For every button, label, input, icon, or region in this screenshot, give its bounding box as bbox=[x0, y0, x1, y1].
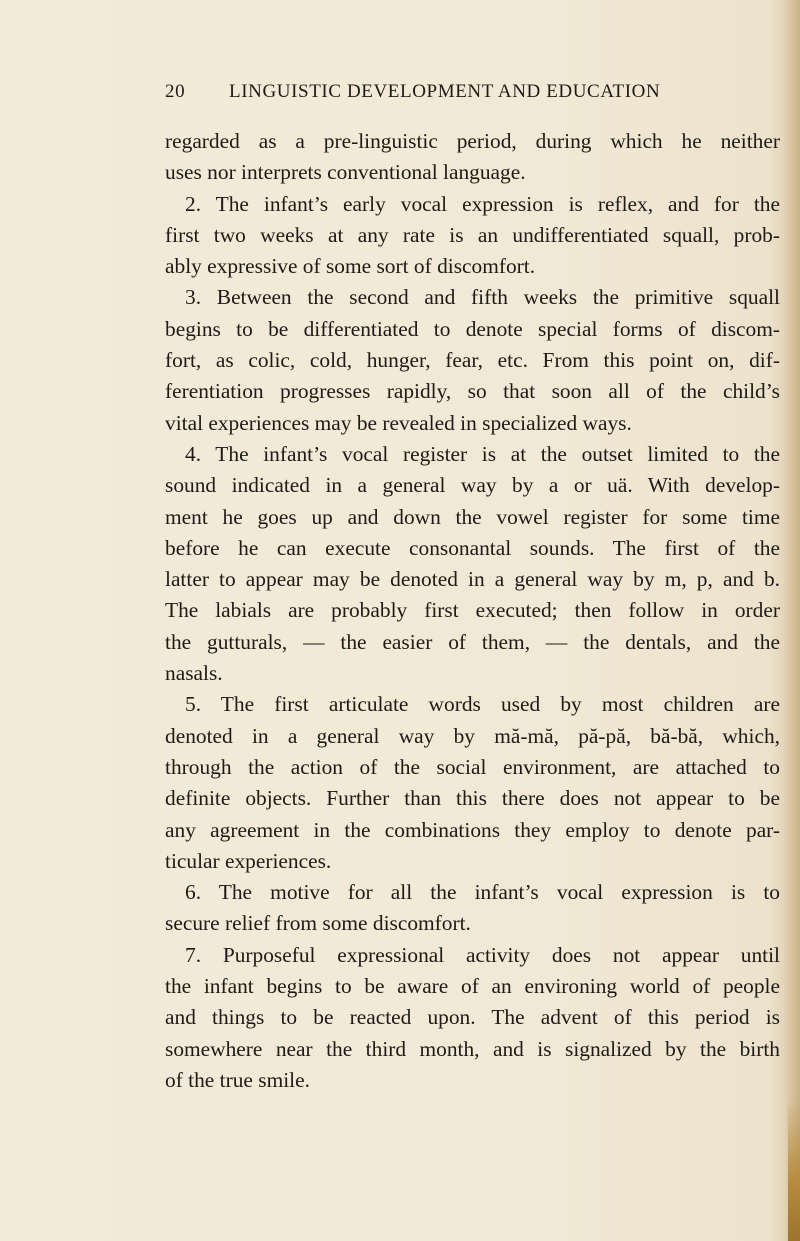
text-line: ticular experiences. bbox=[165, 848, 332, 873]
text-line: 5. The first articulate words used by most children are bbox=[185, 692, 780, 717]
page-edge-stain bbox=[788, 1100, 800, 1241]
page-number: 20 bbox=[165, 81, 186, 102]
text-line: nasals. bbox=[165, 661, 223, 686]
text-line: sound indicated in a general way by a or uä. With develop- bbox=[165, 473, 780, 498]
text-line: The labials are probably first executed; then follow in order bbox=[165, 598, 780, 623]
text-line: 3. Between the second and fifth weeks the primitive squall bbox=[185, 285, 780, 310]
text-line: the infant begins to be aware of an environing world of people bbox=[165, 974, 780, 999]
text-line: of the true smile. bbox=[165, 1067, 310, 1092]
text-line: 7. Purposeful expressional activity does not appear until bbox=[185, 942, 780, 967]
text-line: the gutturals, — the easier of them, — the dentals, and the bbox=[165, 629, 780, 654]
text-line: uses nor interprets conventional language. bbox=[165, 160, 526, 185]
text-line: ably expressive of some sort of discomfort. bbox=[165, 254, 536, 279]
body-text bbox=[165, 126, 780, 1096]
text-line: regarded as a pre-linguistic period, during which he neither bbox=[165, 129, 780, 153]
running-head-title: LINGUISTIC DEVELOPMENT AND EDUCATION bbox=[229, 81, 661, 102]
text-line: fort, as colic, cold, hunger, fear, etc. From this point on, dif- bbox=[165, 348, 780, 373]
text-line: 6. The motive for all the infant’s vocal expression is to bbox=[185, 880, 780, 905]
page-edge-shadow bbox=[784, 0, 800, 1241]
text-line: vital experiences may be revealed in specialized ways. bbox=[165, 410, 632, 435]
text-line: somewhere near the third month, and is signalized by the birth bbox=[165, 1036, 780, 1061]
text-line: first two weeks at any rate is an undifferentiated squall, prob- bbox=[165, 222, 780, 247]
text-line: before he can execute consonantal sounds. The first of the bbox=[165, 535, 780, 560]
text-line: and things to be reacted upon. The advent of this period is bbox=[165, 1005, 780, 1030]
text-line: any agreement in the combinations they employ to denote par- bbox=[165, 817, 780, 842]
text-line: through the action of the social environment, are attached to bbox=[165, 754, 780, 779]
text-line: ment he goes up and down the vowel register for some time bbox=[165, 504, 780, 529]
text-line: ferentiation progresses rapidly, so that soon all of the child’s bbox=[165, 379, 780, 404]
text-line: begins to be differentiated to denote special forms of discom- bbox=[165, 316, 780, 341]
text-line: denoted in a general way by mă-mă, pă-pă, bă-bă, which, bbox=[165, 723, 780, 748]
text-line: 2. The infant’s early vocal expression is reflex, and for the bbox=[185, 191, 780, 216]
text-line: definite objects. Further than this there does not appear to be bbox=[165, 786, 780, 811]
text-line: secure relief from some discomfort. bbox=[165, 911, 471, 936]
text-line: 4. The infant’s vocal register is at the outset limited to the bbox=[185, 441, 780, 466]
running-head bbox=[165, 81, 710, 111]
text-line: latter to appear may be denoted in a general way by m, p, and b. bbox=[165, 567, 780, 592]
